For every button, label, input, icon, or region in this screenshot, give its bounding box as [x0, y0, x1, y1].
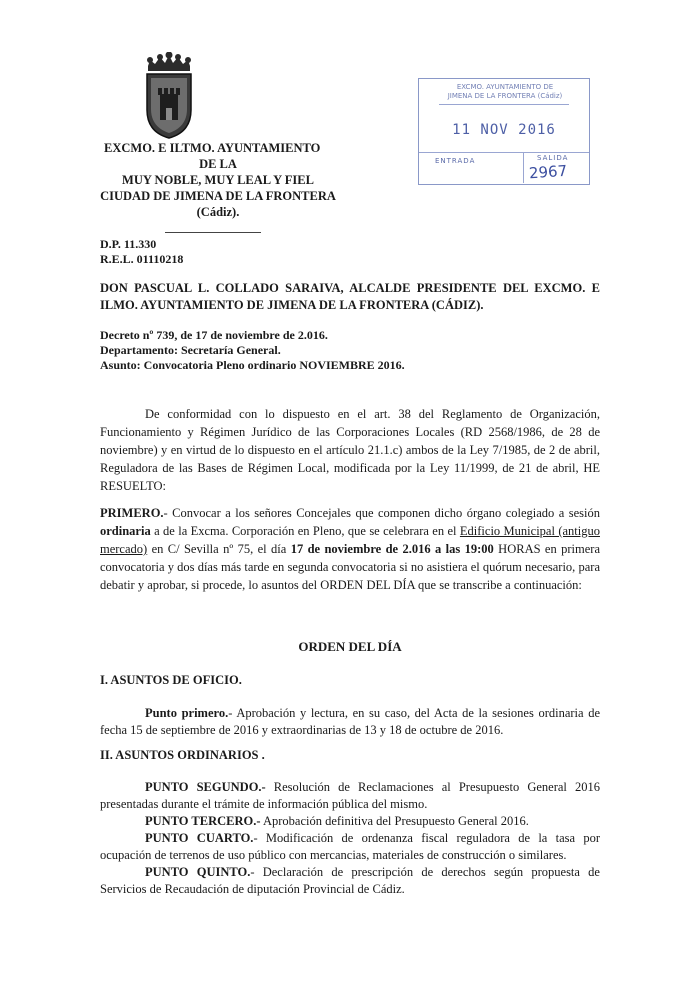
primero-text: HORAS en primera convocatoria y dos días más tarde en segunda convocatoria si no asistiera el quórum necesario, para debatir y aprobar, si procede, lo asuntos del ORDEN DEL DÍA que se transcribe a continuación: — [100, 542, 600, 592]
point-text: - Modificación de ordenanza fiscal reguladora de la tasa por ocupación de terrenos de uso público con mercancias, materiales de construcción o similares. — [100, 831, 600, 862]
point-label: Punto primero. — [145, 706, 229, 720]
decree-department: Departamento: Secretaría General. — [100, 343, 281, 357]
session-datetime: 17 de noviembre de 2.016 a las 19:00 — [290, 542, 494, 556]
divider — [165, 232, 261, 233]
org-line: (Cádiz). — [196, 205, 240, 219]
stamp-divider — [439, 104, 569, 105]
point-text: - Declaración de prescripción de derechos según propuesta de Servicios de Recaudación de diputación Provincial de Cádiz. — [100, 865, 600, 896]
intro-paragraph — [100, 405, 600, 495]
primero-text: en C/ Sevilla nº 75, el día — [147, 542, 291, 556]
section-title: II. ASUNTOS ORDINARIOS . — [100, 748, 265, 762]
agenda-point — [100, 705, 600, 739]
primero-label: PRIMERO. — [100, 506, 164, 520]
venue-name: Edificio Municipal (antiguo mercado) — [100, 524, 600, 556]
stamp-divider — [419, 152, 589, 153]
org-line: CIUDAD DE JIMENA DE LA FRONTERA — [100, 189, 336, 203]
coat-of-arms-icon — [138, 52, 200, 140]
organization-name — [98, 140, 338, 220]
stamp-entrada-label: ENTRADA — [435, 157, 476, 165]
mayor-heading: DON PASCUAL L. COLLADO SARAIVA, ALCALDE PRESIDENTE DEL EXCMO. E ILMO. AYUNTAMIENTO DE JIMENA DE LA FRONTERA (CÁDIZ). — [100, 281, 600, 312]
point-label: PUNTO CUARTO. — [145, 831, 254, 845]
point-text: - Aprobación y lectura, en su caso, del Acta de la sesiones ordinaria de fecha 15 de septiembre de 2016 y extraordinarias de 13 y 18 de octubre de 2016. — [100, 706, 600, 737]
stamp-divider — [523, 152, 524, 183]
agenda-point — [100, 779, 600, 813]
point-text: Aprobación definitiva del Presupuesto General 2016. — [260, 814, 529, 828]
primero-text: a de la Excma. Corporación en Pleno, que se celebrara en el — [150, 524, 460, 538]
primero-text: - Convocar a los señores Concejales que componen dicho órgano colegiado a sesión — [163, 506, 600, 520]
stamp-header-line: JIMENA DE LA FRONTERA (Cádiz) — [447, 92, 563, 100]
primero-bold: ordinaria — [100, 524, 151, 538]
dp-code: D.P. 11.330 — [100, 237, 157, 251]
primero-paragraph — [100, 504, 600, 594]
agenda-point — [100, 830, 600, 864]
agenda-point — [100, 864, 600, 898]
decree-subject: Asunto: Convocatoria Pleno ordinario NOVIEMBRE 2016. — [100, 358, 405, 372]
rel-code: R.E.L. 01110218 — [100, 252, 184, 266]
decree-info — [100, 328, 405, 373]
stamp-salida-number: 2967 — [528, 161, 568, 183]
registry-stamp — [418, 78, 590, 185]
org-line: DE LA — [199, 157, 237, 171]
point-label: PUNTO TERCERO.- — [145, 814, 261, 828]
agenda-point — [100, 813, 600, 830]
stamp-salida-label: SALIDA — [537, 154, 569, 162]
stamp-header-line: EXCMO. AYUNTAMIENTO DE — [456, 83, 554, 91]
section-title: I. ASUNTOS DE OFICIO. — [100, 673, 242, 687]
point-label: PUNTO QUINTO. — [145, 865, 251, 879]
intro-text: De conformidad con lo dispuesto en el art. 38 del Reglamento de Organización, Funcionamiento y Régimen Jurídico de las Corporaciones Locales (RD 2568/1986, de 28 de noviembre) y en virtud de lo dispuesto en el artículo 21.1.c) ambos de la Ley 7/1985, de 2 de abril, Reguladora de las Bases de Régimen Local, modificada por la Ley 11/1999, de 21 de abril, HE RESUELTO: — [100, 407, 600, 493]
decree-number: Decreto nº 739, de 17 de noviembre de 2.016. — [100, 328, 328, 342]
agenda-title: ORDEN DEL DÍA — [298, 639, 402, 654]
stamp-header — [427, 83, 583, 101]
point-text: Resolución de Reclamaciones al Presupuesto General 2016 presentadas durante el trámite de información pública del mismo. — [100, 780, 600, 811]
reference-codes — [100, 237, 183, 267]
org-line: MUY NOBLE, MUY LEAL Y FIEL — [122, 173, 314, 187]
stamp-date: 11 NOV 2016 — [452, 122, 556, 138]
org-line: EXCMO. E ILTMO. AYUNTAMIENTO — [104, 141, 321, 155]
point-label: PUNTO SEGUNDO.- — [145, 780, 266, 794]
